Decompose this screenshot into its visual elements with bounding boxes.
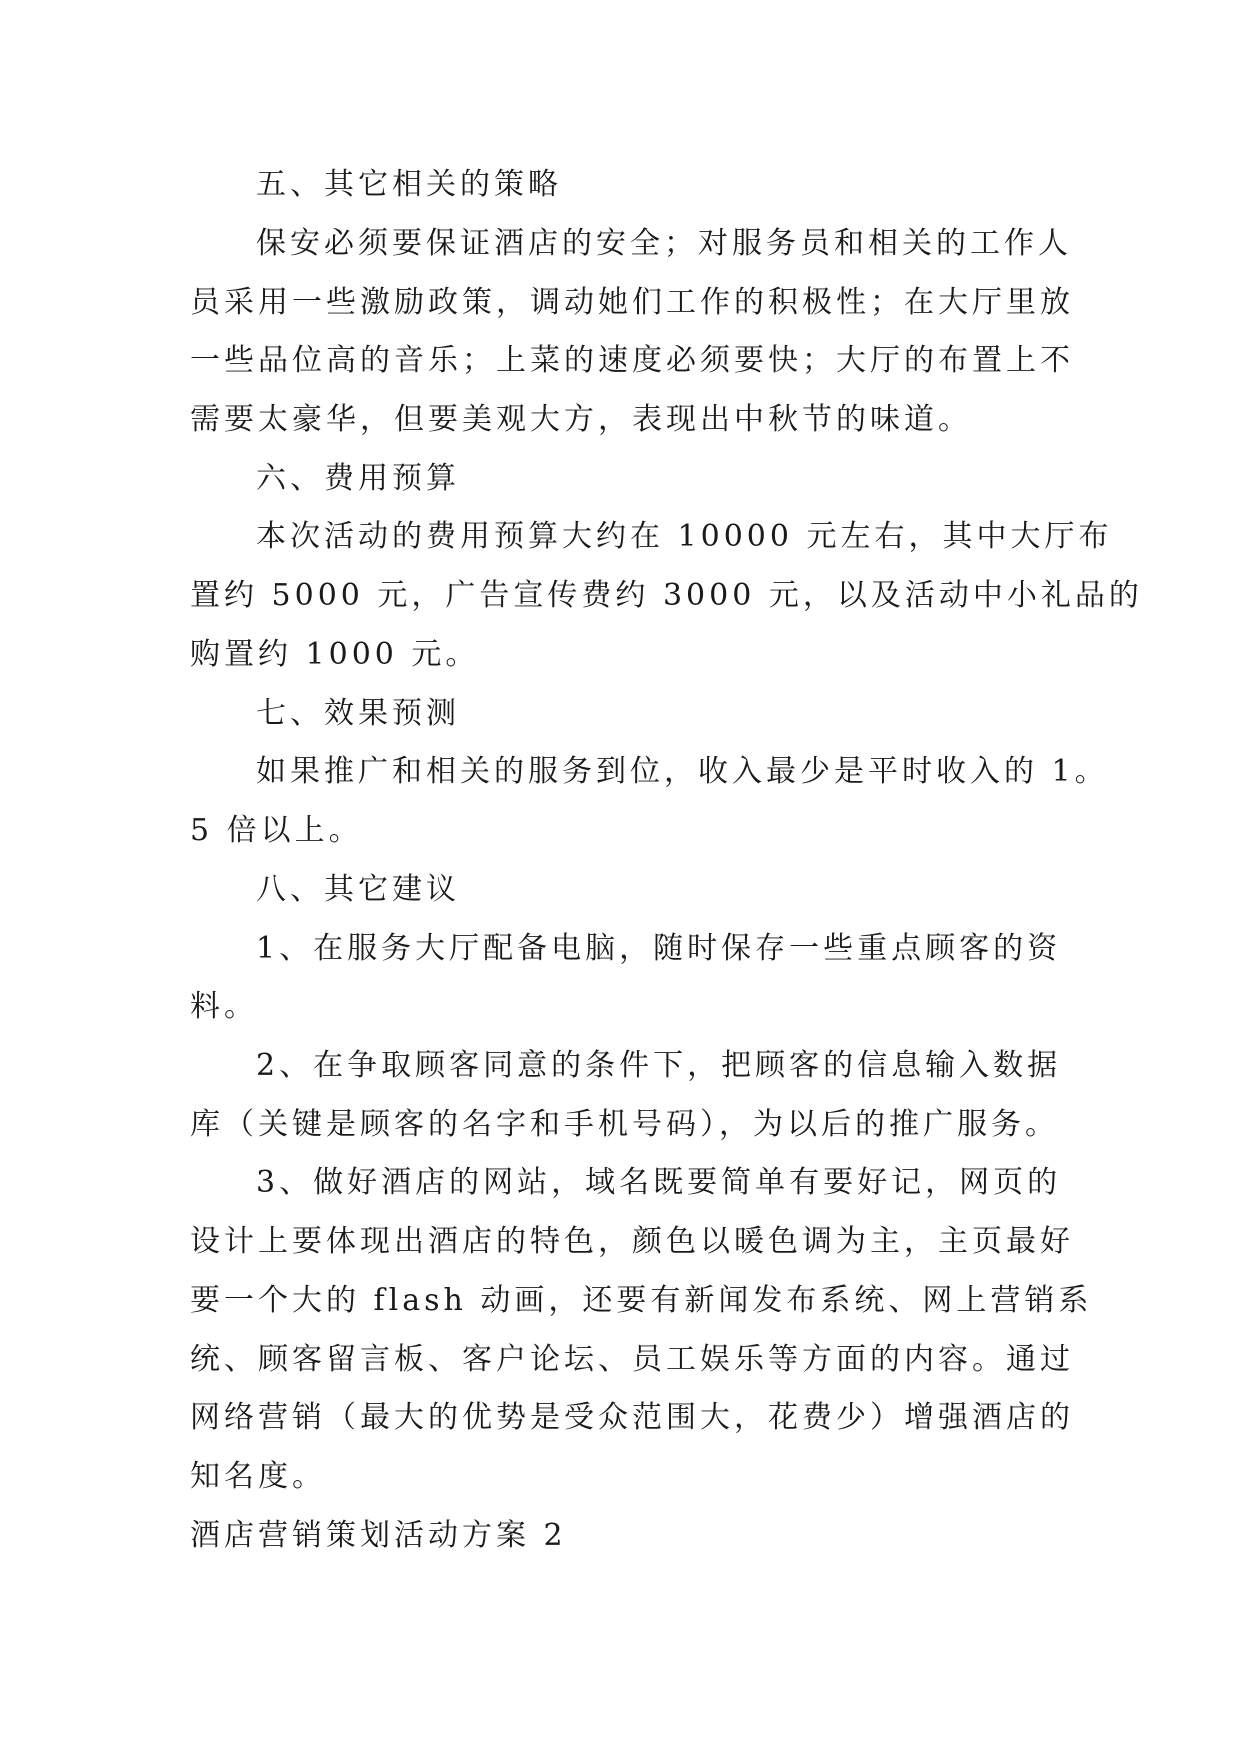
section-heading-6: 六、费用预算: [256, 461, 460, 496]
paragraph-line: 本次活动的费用预算大约在 10000 元左右，其中大厅布: [256, 519, 1113, 554]
list-item-line: 要一个大的 flash 动画，还要有新闻发布系统、网上营销系: [190, 1283, 1093, 1318]
list-item-line: 3、做好酒店的网站，域名既要简单有要好记，网页的: [256, 1165, 1062, 1200]
list-item-line: 网络营销（最大的优势是受众范围大，花费少）增强酒店的: [190, 1400, 1074, 1435]
list-item-line: 设计上要体现出酒店的特色，颜色以暖色调为主，主页最好: [190, 1224, 1074, 1259]
paragraph-line: 员采用一些激励政策，调动她们工作的积极性；在大厅里放: [190, 285, 1074, 320]
paragraph-line: 需要太豪华，但要美观大方，表现出中秋节的味道。: [190, 402, 972, 437]
paragraph-line: 保安必须要保证酒店的安全；对服务员和相关的工作人: [256, 226, 1072, 261]
list-item-line: 2、在争取顾客同意的条件下，把顾客的信息输入数据: [256, 1048, 1062, 1083]
section-heading-5: 五、其它相关的策略: [256, 167, 562, 202]
list-item-line: 知名度。: [190, 1459, 326, 1494]
section-heading-7: 七、效果预测: [256, 696, 460, 731]
list-item-line: 库（关键是顾客的名字和手机号码），为以后的推广服务。: [190, 1107, 1059, 1142]
section-heading-8: 八、其它建议: [256, 872, 460, 907]
paragraph-line: 5 倍以上。: [190, 813, 363, 848]
paragraph-line: 置约 5000 元，广告宣传费约 3000 元，以及活动中小礼品的: [190, 578, 1143, 613]
paragraph-line: 一些品位高的音乐；上菜的速度必须要快；大厅的布置上不: [190, 343, 1074, 378]
list-item-line: 1、在服务大厅配备电脑，随时保存一些重点顾客的资: [256, 931, 1062, 966]
list-item-line: 料。: [190, 989, 258, 1024]
paragraph-line: 如果推广和相关的服务到位，收入最少是平时收入的 1。: [256, 754, 1109, 789]
paragraph-line: 购置约 1000 元。: [190, 637, 480, 672]
list-item-line: 统、顾客留言板、客户论坛、员工娱乐等方面的内容。通过: [190, 1342, 1074, 1377]
document-title: 酒店营销策划活动方案 2: [190, 1518, 567, 1553]
